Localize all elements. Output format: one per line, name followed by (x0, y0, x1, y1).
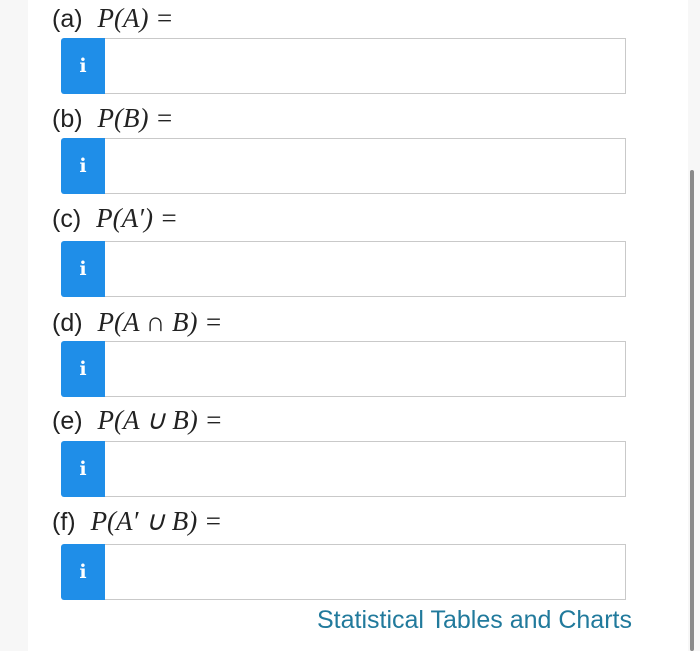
answer-row-e (61, 441, 627, 497)
question-d-expression: P(A ∩ B) = (97, 307, 223, 337)
question-a (52, 5, 173, 32)
question-d-prefix: (d) (52, 309, 83, 337)
answer-input-d[interactable] (105, 341, 626, 397)
question-b (52, 105, 173, 132)
question-f-prefix: (f) (52, 508, 76, 536)
info-button-c[interactable] (61, 241, 105, 297)
question-f-expression: P(A′ ∪ B) = (90, 506, 223, 536)
info-icon: i (79, 55, 87, 77)
answer-input-a[interactable] (105, 38, 626, 94)
info-icon: i (79, 561, 87, 583)
answer-row-f (61, 544, 627, 600)
info-icon: i (79, 358, 87, 380)
answer-row-c (61, 241, 627, 297)
info-button-d[interactable] (61, 341, 105, 397)
question-d (52, 309, 222, 336)
statistical-tables-link[interactable]: Statistical Tables and Charts (317, 606, 632, 634)
question-b-prefix: (b) (52, 105, 83, 133)
question-page (28, 0, 688, 651)
question-b-expression: P(B) = (97, 103, 174, 133)
info-button-a[interactable] (61, 38, 105, 94)
answer-input-b[interactable] (105, 138, 626, 194)
info-icon: i (79, 258, 87, 280)
scrollbar[interactable] (690, 170, 694, 651)
info-button-b[interactable] (61, 138, 105, 194)
question-e-prefix: (e) (52, 407, 83, 435)
question-e (52, 407, 223, 434)
answer-input-c[interactable] (105, 241, 626, 297)
answer-input-e[interactable] (105, 441, 626, 497)
question-c-prefix: (c) (52, 205, 82, 233)
info-icon: i (79, 458, 87, 480)
question-e-expression: P(A ∪ B) = (97, 405, 223, 435)
question-f (52, 508, 222, 535)
question-c (52, 205, 178, 232)
info-button-f[interactable] (61, 544, 105, 600)
info-icon: i (79, 155, 87, 177)
info-button-e[interactable] (61, 441, 105, 497)
answer-row-a (61, 38, 627, 94)
question-a-expression: P(A) = (97, 3, 174, 33)
answer-row-b (61, 138, 627, 194)
question-a-prefix: (a) (52, 5, 83, 33)
answer-input-f[interactable] (105, 544, 626, 600)
question-c-expression: P(A′) = (96, 203, 178, 233)
answer-row-d (61, 341, 627, 397)
